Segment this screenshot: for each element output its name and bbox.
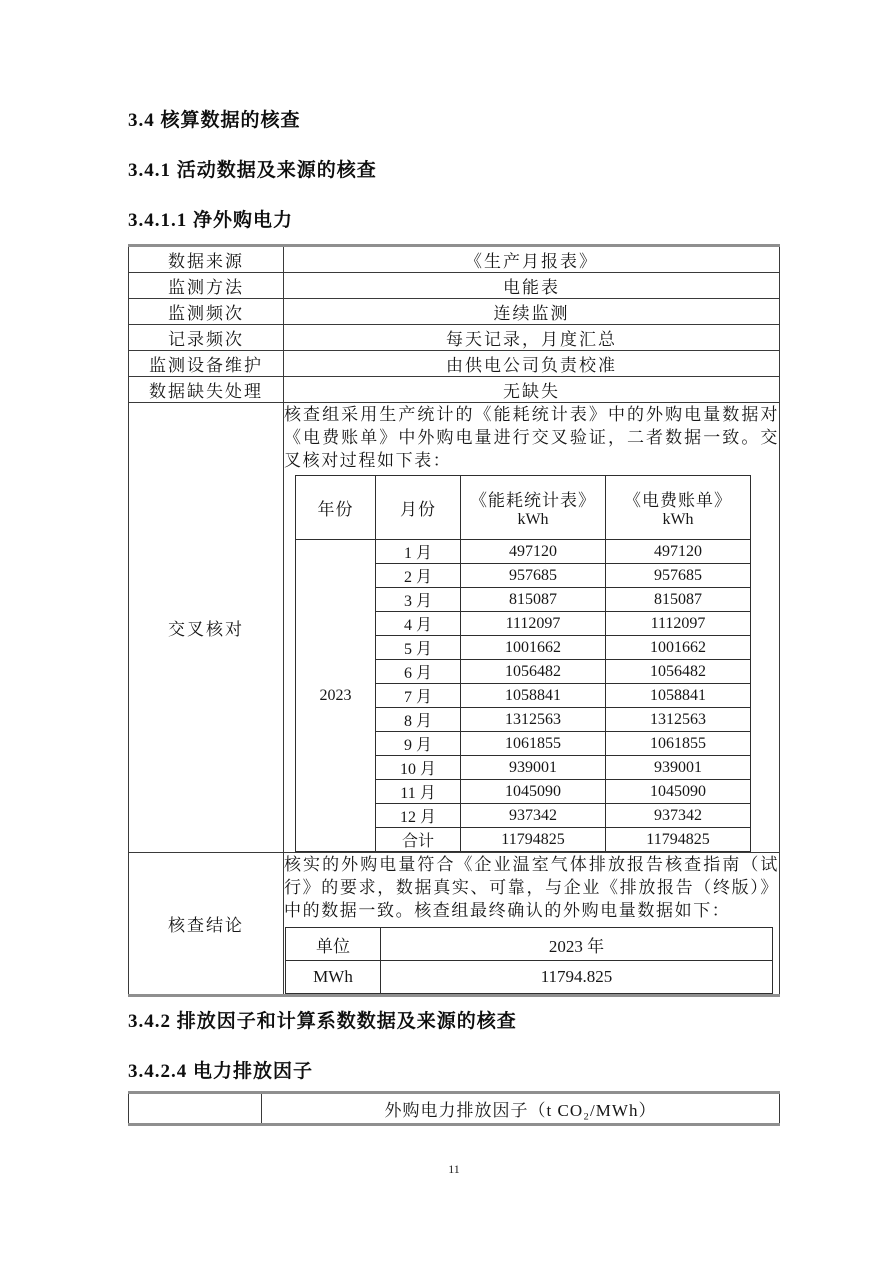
energy-cell: 497120	[461, 540, 606, 564]
energy-cell: 1056482	[461, 660, 606, 684]
row-value: 无缺失	[284, 377, 780, 403]
row-value: 每天记录，月度汇总	[284, 325, 780, 351]
table-row	[129, 273, 780, 299]
amount-cell: 11794.825	[381, 961, 773, 994]
energy-cell: 1312563	[461, 708, 606, 732]
table-row	[286, 961, 773, 994]
col-year-header: 年份	[296, 476, 376, 540]
bill-cell: 957685	[606, 564, 751, 588]
conclusion-table	[285, 927, 773, 994]
unit-value-cell: MWh	[286, 961, 381, 994]
row-value: 连续监测	[284, 299, 780, 325]
table-row	[129, 377, 780, 403]
table-row	[129, 299, 780, 325]
row-label: 监测频次	[129, 299, 284, 325]
year-cell: 2023	[296, 540, 376, 852]
row-value: 电能表	[284, 273, 780, 299]
bill-cell: 939001	[606, 756, 751, 780]
month-cell: 1 月	[376, 540, 461, 564]
row-label: 数据缺失处理	[129, 377, 284, 403]
col-month-header: 月份	[376, 476, 461, 540]
energy-cell: 1001662	[461, 636, 606, 660]
page-number: 11	[448, 1162, 460, 1176]
month-cell: 3 月	[376, 588, 461, 612]
cross-check-intro: 核查组采用生产统计的《能耗统计表》中的外购电量数据对《电费账单》中外购电量进行交叉验证，二者数据一致。交叉核对过程如下表：	[284, 405, 779, 470]
month-cell: 11 月	[376, 780, 461, 804]
energy-cell: 1112097	[461, 612, 606, 636]
col-energy-title: 《能耗统计表》	[470, 491, 596, 510]
col-bill-header	[606, 476, 751, 540]
bill-cell: 1112097	[606, 612, 751, 636]
table-row	[129, 351, 780, 377]
row-value: 由供电公司负责校准	[284, 351, 780, 377]
year-header-cell: 2023 年	[381, 928, 773, 961]
table-row	[286, 928, 773, 961]
bill-cell: 1001662	[606, 636, 751, 660]
row-label: 记录频次	[129, 325, 284, 351]
month-cell: 9 月	[376, 732, 461, 756]
col-bill-title: 《电费账单》	[624, 491, 732, 510]
cross-check-label: 交叉核对	[129, 403, 284, 853]
bill-cell: 1061855	[606, 732, 751, 756]
energy-cell: 1045090	[461, 780, 606, 804]
bill-cell: 1058841	[606, 684, 751, 708]
conclusion-label: 核查结论	[129, 853, 284, 996]
energy-cell: 815087	[461, 588, 606, 612]
monitoring-table	[128, 244, 780, 997]
month-cell: 7 月	[376, 684, 461, 708]
heading-3-4-1-1: 3.4.1.1 净外购电力	[128, 210, 294, 231]
row-label: 数据来源	[129, 246, 284, 273]
heading-3-4-2-4: 3.4.2.4 电力排放因子	[128, 1061, 314, 1082]
conclusion-text: 核实的外购电量符合《企业温室气体排放报告核查指南（试行》的要求，数据真实、可靠，与企业《排放报告（终版）》中的数据一致。核查组最终确认的外购电量数据如下：	[284, 855, 779, 920]
table-row	[129, 1093, 780, 1125]
conclusion-body	[284, 853, 780, 996]
cross-check-row	[129, 403, 780, 853]
unit-label-cell: 单位	[286, 928, 381, 961]
bill-cell: 1056482	[606, 660, 751, 684]
bill-cell: 937342	[606, 804, 751, 828]
bill-cell: 1312563	[606, 708, 751, 732]
month-cell: 6 月	[376, 660, 461, 684]
month-cell: 2 月	[376, 564, 461, 588]
conclusion-row	[129, 853, 780, 996]
heading-3-4-2: 3.4.2 排放因子和计算系数数据及来源的核查	[128, 1011, 517, 1032]
page-content	[128, 0, 780, 1177]
energy-cell: 1061855	[461, 732, 606, 756]
cross-check-table	[295, 475, 751, 852]
energy-total-cell: 11794825	[461, 828, 606, 852]
cross-check-header-row	[296, 476, 751, 540]
emission-factor-table	[128, 1091, 780, 1126]
emission-factor-header: 外购电力排放因子（t CO₂/MWh）	[262, 1093, 780, 1125]
empty-label-cell	[129, 1093, 262, 1125]
bill-cell: 497120	[606, 540, 751, 564]
row-label: 监测设备维护	[129, 351, 284, 377]
bill-cell: 1045090	[606, 780, 751, 804]
energy-cell: 1058841	[461, 684, 606, 708]
col-energy-header	[461, 476, 606, 540]
heading-3-4-1: 3.4.1 活动数据及来源的核查	[128, 160, 377, 181]
row-value: 《生产月报表》	[284, 246, 780, 273]
col-bill-unit: kWh	[662, 511, 694, 528]
heading-3-4: 3.4 核算数据的核查	[128, 110, 301, 131]
month-cell: 12 月	[376, 804, 461, 828]
month-cell: 10 月	[376, 756, 461, 780]
energy-cell: 939001	[461, 756, 606, 780]
month-cell: 5 月	[376, 636, 461, 660]
bill-cell: 815087	[606, 588, 751, 612]
energy-cell: 937342	[461, 804, 606, 828]
energy-cell: 957685	[461, 564, 606, 588]
total-label-cell: 合计	[376, 828, 461, 852]
table-row	[129, 246, 780, 273]
month-cell: 8 月	[376, 708, 461, 732]
month-cell: 4 月	[376, 612, 461, 636]
cross-check-body	[284, 403, 780, 853]
row-label: 监测方法	[129, 273, 284, 299]
col-energy-unit: kWh	[517, 511, 549, 528]
table-row	[129, 325, 780, 351]
table-row	[296, 540, 751, 564]
bill-total-cell: 11794825	[606, 828, 751, 852]
